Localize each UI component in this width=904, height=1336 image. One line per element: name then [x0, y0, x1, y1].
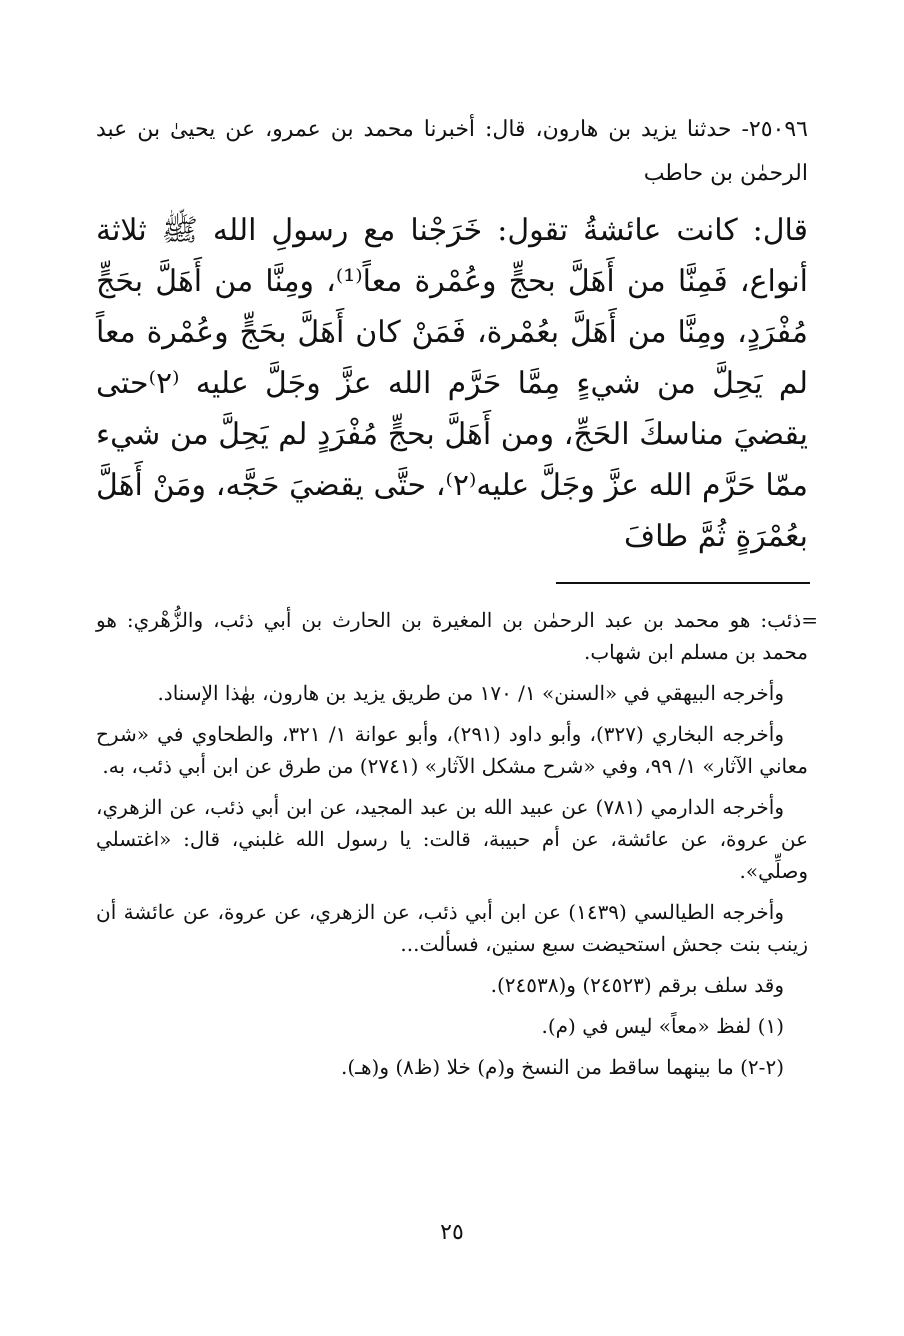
footnote-paragraph: وأخرجه الدارمي (٧٨١) عن عبيد الله بن عبد المجيد، عن ابن أبي ذئب، عن الزهري، عن عروة، عن عائشة، عن أم حبيبة، قالت: يا رسول الله غلبني، قال: «اغتسلي وصلِّي». — [96, 795, 808, 883]
hadith-matn — [96, 205, 808, 562]
footnote-paragraph: وأخرجه البخاري (٣٢٧)، وأبو داود (٢٩١)، وأبو عوانة ١/ ٣٢١، والطحاوي في «شرح معاني الآثار» ١/ ٩٩، وفي «شرح مشكل الآثار» (٢٧٤١) من طرق عن ابن أبي ذئب، به. — [96, 722, 808, 778]
footnote-divider — [556, 582, 810, 584]
footnote-paragraph: =ذئب: هو محمد بن عبد الرحمٰن بن المغيرة بن الحارث بن أبي ذئب، والزُّهْري: هو محمد بن مسلم ابن شهاب. — [96, 608, 818, 664]
footnote-paragraph: وأخرجه البيهقي في «السنن» ١/ ١٧٠ من طريق يزيد بن هارون، بهٰذا الإسناد. — [157, 681, 784, 705]
hadith-isnad — [96, 108, 808, 196]
footnote-paragraph: وأخرجه الطيالسي (١٤٣٩) عن ابن أبي ذئب، عن الزهري، عن عروة، عن عائشة أن زينب بنت جحش استحيضت سبع سنين، فسألت... — [96, 900, 808, 956]
hadith-matn-text: قال: كانت عائشةُ تقول: خَرَجْنا مع رسولِ الله ﷺ ثلاثة أنواع، فَمِنَّا من أَهَلَّ بحجٍّ وعُمْرة معاً⁽¹⁾، ومِنَّا من أَهَلَّ بحَجٍّ مُفْرَدٍ، ومِنَّا من أَهَلَّ بعُمْرة، فَمَنْ كان أَهَلَّ بحَجٍّ وعُمْرة معاً لم يَحِلَّ من شيءٍ مِمَّا حَرَّم الله عزَّ وجَلَّ عليه ⁽٢⁾حتى يقضيَ مناسكَ الحَجِّ، ومن أَهَلَّ بحجٍّ مُفْرَدٍ لم يَحِلَّ من شيء ممّا حَرَّم الله عزَّ وجَلَّ عليه⁽٢⁾، حتَّى يقضيَ حَجَّه، ومَنْ أَهَلَّ بعُمْرَةٍ ثُمَّ طافَ — [96, 213, 809, 554]
footnotes-section — [96, 604, 818, 1092]
footnote-note-1: (١) لفظ «معاً» ليس في (م). — [541, 1014, 784, 1038]
hadith-isnad-text: ٢٥٠٩٦- حدثنا يزيد بن هارون، قال: أخبرنا محمد بن عمرو، عن يحيىٰ بن عبد الرحمٰن بن حاطب — [96, 117, 808, 186]
footnote-note-2: (٢-٢) ما بينهما ساقط من النسخ و(م) خلا (ظ٨) و(هـ). — [340, 1055, 784, 1079]
footnote-paragraph: وقد سلف برقم (٢٤٥٢٣) و(٢٤٥٣٨). — [490, 973, 784, 997]
page-number: ٢٥ — [440, 1220, 464, 1245]
